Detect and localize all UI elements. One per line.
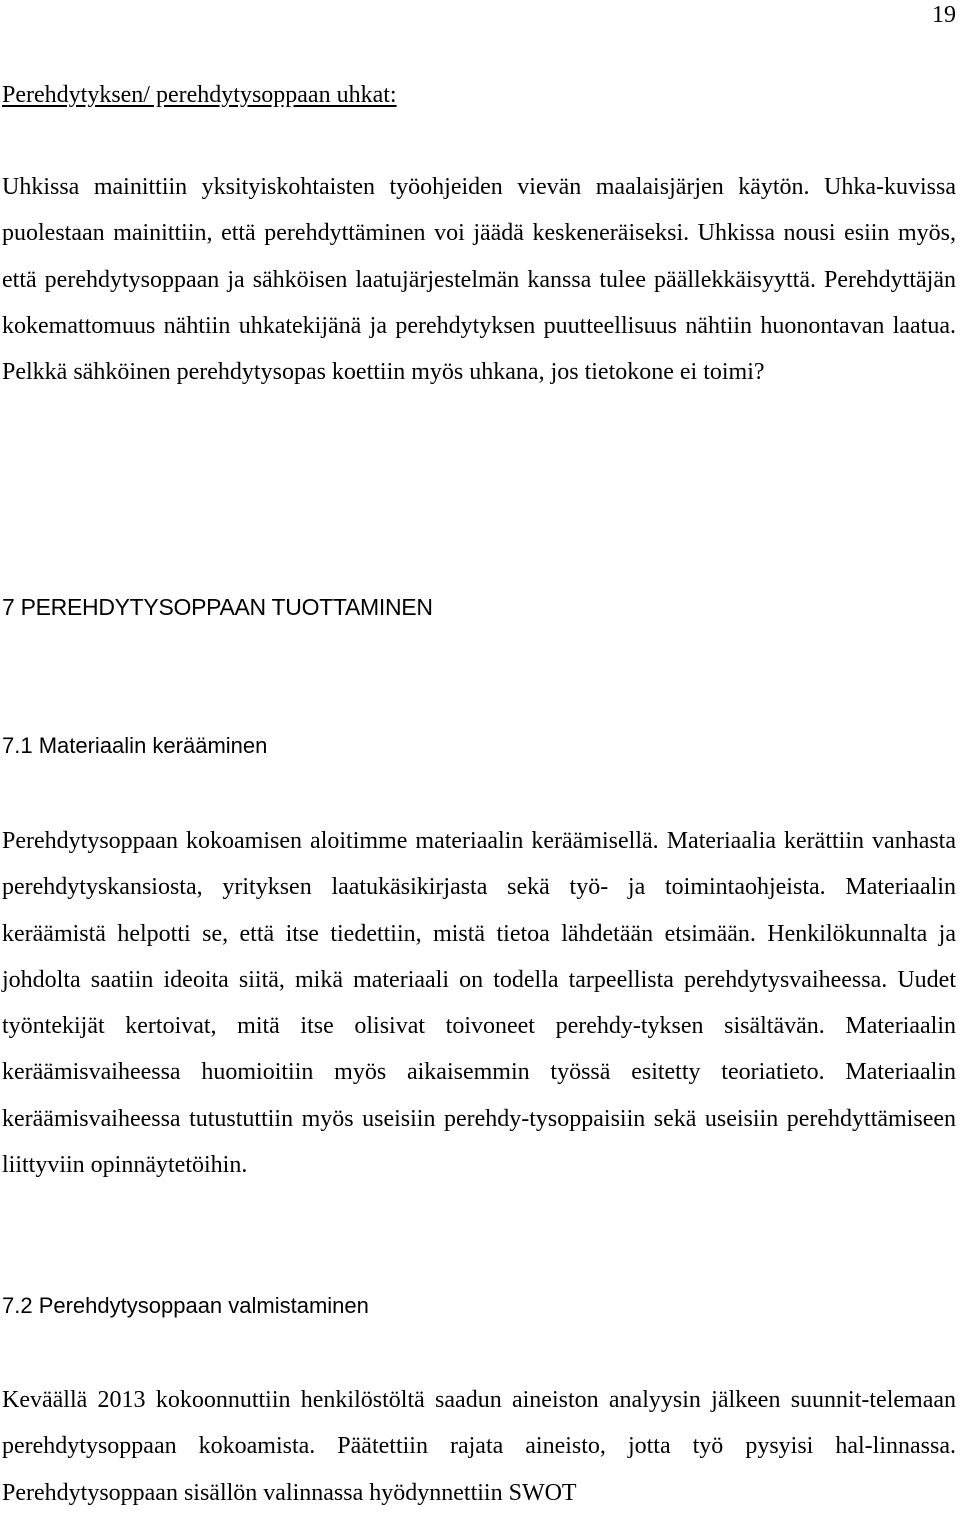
section-7-2-heading: 7.2 Perehdytysoppaan valmistaminen: [2, 1293, 369, 1318]
page-number: 19: [932, 2, 956, 28]
threats-paragraph: Uhkissa mainittiin yksityiskohtaisten työohjeiden vievän maalaisjärjen käytön. Uhka-kuvissa puolestaan mainittiin, että perehdyttäminen voi jäädä keskeneräiseksi. Uhkissa nousi esiin myös, että perehdytysoppaan ja sähköisen laatujärjestelmän kanssa tulee päällekkäisyyttä. Perehdyttäjän kokemattomuus nähtiin uhkatekijänä ja perehdytyksen puutteellisuus nähtiin huonontavan laatua. Pelkkä sähköinen perehdytysopas koettiin myös uhkana, jos tietokone ei toimi?: [2, 174, 956, 386]
section-7-1-heading: 7.1 Materiaalin kerääminen: [2, 733, 268, 758]
chapter-7-heading: 7 PEREHDYTYSOPPAAN TUOTTAMINEN: [2, 594, 433, 620]
section-7-1-paragraph: Perehdytysoppaan kokoamisen aloitimme materiaalin keräämisellä. Materiaalia kerättiin vanhasta perehdytyskansiosta, yrityksen laatukäsikirjasta sekä työ- ja toimintaohjeista. Materiaalin keräämistä helpotti se, että itse tiedettiin, mistä tietoa lähdetään etsimään. Henkilökunnalta ja johdolta saatiin ideoita siitä, mikä materiaali on todella tarpeellista perehdytysvaiheessa. Uudet työntekijät kertoivat, mitä itse olisivat toivoneet perehdy-tyksen sisältävän. Materiaalin keräämisvaiheessa huomioitiin myös aikaisemmin työssä esitetty teoriatieto. Materiaalin keräämisvaiheessa tutustuttiin myös useisiin perehdy-tysoppaisiin sekä useisiin perehdyttämiseen liittyviin opinnäytetöihin.: [2, 828, 956, 1179]
threats-heading: Perehdytyksen/ perehdytysoppaan uhkat:: [2, 82, 397, 108]
section-7-2-paragraph: Keväällä 2013 kokoonnuttiin henkilöstöltä saadun aineiston analyysin jälkeen suunnit-telemaan perehdytysoppaan kokoamista. Päätettiin rajata aineisto, jotta työ pysyisi hal-linnassa. Perehdytysoppaan sisällön valinnassa hyödynnettiin SWOT: [2, 1387, 956, 1506]
